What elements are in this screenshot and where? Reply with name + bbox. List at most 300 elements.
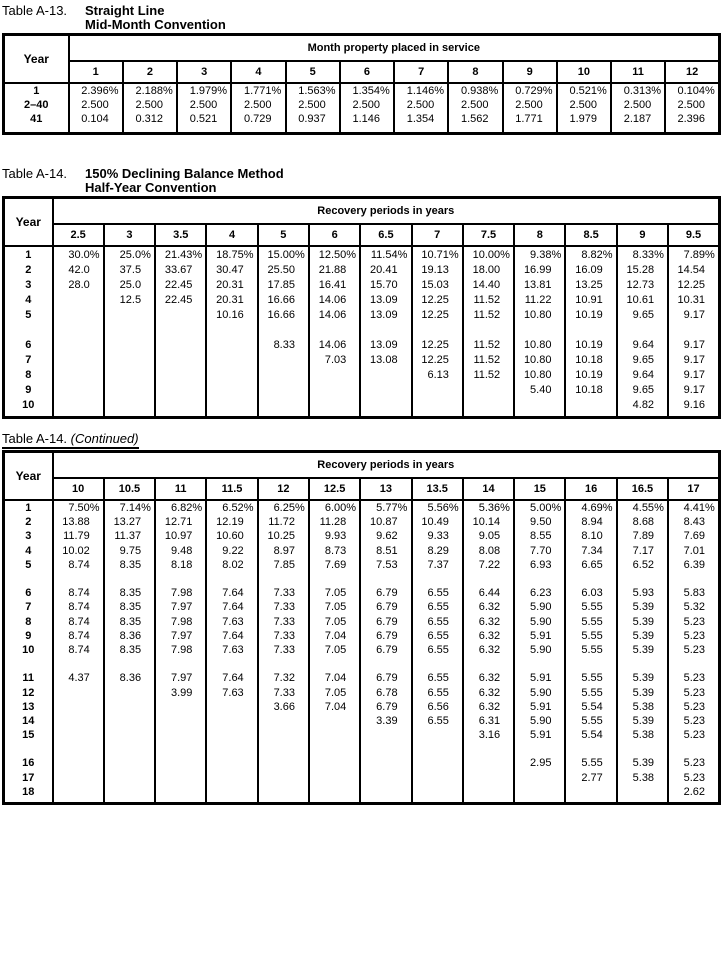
value-number: 5.39: [632, 686, 655, 699]
value-number: 7.98: [170, 643, 193, 656]
column-header: 13.5: [412, 478, 463, 500]
value-number: 5.39: [632, 629, 655, 642]
value-cell: [124, 84, 176, 98]
value-number: 8.51: [376, 544, 398, 557]
value-cell: [207, 558, 256, 572]
value-cell: [310, 771, 359, 785]
span-header: Recovery periods in years: [53, 198, 720, 225]
value-cell: [361, 572, 410, 586]
value-cell: [361, 615, 410, 629]
value-cell: [207, 615, 256, 629]
value-number: 10.49: [421, 516, 449, 529]
value-cell: [156, 292, 205, 307]
percent-sign: %: [397, 248, 408, 261]
value-number: 7.89: [632, 530, 655, 543]
value-cell: [361, 277, 410, 292]
value-cell: [156, 756, 205, 770]
value-number: 6.79: [376, 629, 398, 642]
value-cell: [259, 685, 308, 699]
value-cell: [618, 529, 667, 543]
value-cell: [156, 615, 205, 629]
value-number: 11.28: [319, 516, 347, 529]
value-cell: [310, 382, 359, 397]
column-header: 16.5: [617, 478, 668, 500]
column-header: 15: [514, 478, 565, 500]
value-cell: [105, 544, 154, 558]
value-number: 18.00: [472, 263, 501, 276]
percent-sign: %: [542, 85, 553, 97]
year-column: [4, 246, 53, 418]
value-number: 5.38: [632, 729, 655, 742]
value-cell: [515, 337, 564, 352]
value-number: 5.23: [683, 643, 705, 656]
value-number: 25.0: [119, 278, 142, 291]
data-column: [309, 246, 360, 418]
value-cell: [259, 352, 308, 367]
column-header: 16: [565, 478, 616, 500]
value-cell: [207, 742, 256, 756]
value-cell: [669, 586, 718, 600]
data-column: [53, 500, 104, 804]
value-number: 0.521: [569, 85, 597, 97]
value-cell: [618, 742, 667, 756]
data-column: [231, 83, 285, 134]
value-number: 8.35: [119, 558, 142, 571]
data-column: [123, 83, 177, 134]
value-number: 11.79: [63, 530, 90, 543]
data-column: [412, 246, 463, 418]
value-number: 8.18: [170, 558, 193, 571]
value-cell: [310, 714, 359, 728]
value-cell: [54, 714, 103, 728]
value-cell: [618, 785, 667, 799]
value-cell: [413, 337, 462, 352]
value-number: 8.36: [119, 629, 142, 642]
value-cell: [669, 785, 718, 799]
value-number: 37.5: [119, 263, 142, 276]
value-cell: [618, 382, 667, 397]
value-number: 8.97: [273, 544, 295, 557]
value-number: 6.31: [478, 714, 501, 727]
value-number: 5.23: [683, 686, 705, 699]
value-number: 5.91: [530, 700, 552, 713]
value-cell: [669, 742, 718, 756]
value-number: 30.0: [68, 248, 90, 261]
value-cell: [259, 544, 308, 558]
value-number: 5.55: [581, 629, 603, 642]
value-number: 18.75: [216, 248, 244, 261]
data-column: [514, 246, 565, 418]
value-number: 11.72: [268, 516, 295, 529]
value-cell: [54, 307, 103, 322]
value-number: 6.82: [170, 502, 193, 515]
percent-sign: %: [163, 85, 173, 97]
value-cell: [54, 728, 103, 742]
value-cell: [669, 771, 718, 785]
value-cell: [669, 600, 718, 614]
value-cell: [259, 600, 308, 614]
value-cell: [361, 367, 410, 382]
value-cell: [207, 629, 256, 643]
value-cell: [105, 572, 154, 586]
column-header: 1: [69, 61, 123, 83]
value-cell: [259, 292, 308, 307]
percent-sign: %: [651, 85, 662, 97]
value-cell: [515, 785, 564, 799]
value-cell: [566, 277, 615, 292]
value-number: 12.25: [677, 278, 705, 291]
value-cell: [618, 352, 667, 367]
value-number: 7.98: [170, 615, 193, 628]
value-cell: [361, 771, 410, 785]
column-header: 2.5: [53, 224, 104, 246]
value-cell: [207, 529, 256, 543]
value-number: 7.22: [478, 558, 501, 571]
column-header: 4: [206, 224, 257, 246]
value-cell: [618, 397, 667, 412]
value-number: 6.32: [478, 615, 501, 628]
value-cell: [259, 515, 308, 529]
value-cell: [341, 84, 393, 98]
value-cell: [361, 337, 410, 352]
value-number: 5.39: [632, 757, 655, 770]
value-cell: [413, 367, 462, 382]
value-number: 5.55: [581, 601, 603, 614]
value-cell: [515, 756, 564, 770]
value-cell: [464, 657, 513, 671]
table-a14-title: [2, 167, 284, 198]
value-cell: [259, 558, 308, 572]
value-cell: [54, 629, 103, 643]
value-cell: [310, 529, 359, 543]
value-number: 5.77: [376, 502, 398, 515]
value-number: 9.22: [222, 544, 244, 557]
value-cell: [54, 600, 103, 614]
value-number: 5.32: [683, 601, 705, 614]
value-cell: [612, 84, 664, 98]
percent-sign: %: [89, 502, 100, 515]
value-number: 7.97: [170, 629, 193, 642]
value-cell: [361, 292, 410, 307]
value-number: 2.500: [460, 99, 489, 111]
value-cell: [207, 572, 256, 586]
value-number: 3.39: [376, 714, 398, 727]
value-cell: [618, 586, 667, 600]
value-number: 5.55: [581, 686, 603, 699]
value-number: 8.73: [324, 544, 347, 557]
year-label: 6: [25, 338, 32, 351]
value-number: 13.88: [62, 516, 90, 529]
value-number: 4.37: [68, 672, 90, 685]
data-column: [514, 500, 565, 804]
column-header: 10: [53, 478, 104, 500]
value-number: 1.562: [460, 113, 489, 125]
value-number: 7.98: [170, 587, 193, 600]
value-number: 6.55: [427, 629, 449, 642]
table-a14-grid: [2, 196, 721, 419]
value-cell: [566, 643, 615, 657]
column-header: 10: [557, 61, 611, 83]
value-cell: [259, 307, 308, 322]
data-column: [309, 500, 360, 804]
value-cell: [361, 382, 410, 397]
value-number: 30.47: [216, 263, 244, 276]
table-a13-grid: [2, 33, 721, 135]
value-cell: [105, 247, 154, 262]
value-number: 2.500: [623, 99, 652, 111]
value-cell: [54, 529, 103, 543]
value-number: 5.83: [683, 587, 705, 600]
year-label: 9: [25, 629, 32, 642]
value-cell: [207, 247, 256, 262]
value-number: 11.52: [473, 293, 501, 306]
column-header: 3: [104, 224, 155, 246]
value-number: 6.44: [478, 587, 501, 600]
value-cell: [464, 397, 513, 412]
value-cell: [361, 756, 410, 770]
column-header: 6: [340, 61, 394, 83]
value-cell: [207, 685, 256, 699]
value-cell: [207, 277, 256, 292]
data-column: [53, 246, 104, 418]
value-cell: [207, 714, 256, 728]
value-cell: [413, 501, 462, 515]
value-number: 15.28: [626, 263, 655, 276]
value-cell: [105, 337, 154, 352]
value-cell: [669, 756, 718, 770]
value-cell: [515, 657, 564, 671]
value-number: 12.19: [216, 516, 244, 529]
value-number: 8.36: [119, 672, 142, 685]
value-number: 1.146: [352, 113, 380, 125]
value-cell: [566, 382, 615, 397]
table-a14-label: Table A-14.: [2, 166, 68, 181]
value-cell: [413, 643, 462, 657]
value-cell: [566, 247, 615, 262]
value-cell: [310, 657, 359, 671]
value-cell: [54, 367, 103, 382]
column-header: 3: [177, 61, 231, 83]
value-cell: [464, 615, 513, 629]
percent-sign: %: [346, 248, 357, 261]
value-cell: [287, 84, 339, 98]
value-cell: [105, 352, 154, 367]
value-cell: [54, 337, 103, 352]
value-number: 5.23: [683, 714, 705, 727]
value-cell: [515, 292, 564, 307]
value-cell: [515, 515, 564, 529]
value-number: 9.17: [683, 338, 705, 351]
value-cell: [618, 700, 667, 714]
value-cell: [259, 337, 308, 352]
value-cell: [54, 501, 103, 515]
value-cell: [566, 685, 615, 699]
value-number: 10.91: [575, 293, 603, 306]
value-number: 6.93: [530, 558, 552, 571]
value-number: 10.87: [370, 516, 398, 529]
value-cell: [515, 501, 564, 515]
value-number: 0.729: [515, 85, 543, 97]
value-number: 9.17: [683, 383, 705, 396]
value-cell: [54, 615, 103, 629]
value-cell: [566, 586, 615, 600]
value-cell: [566, 501, 615, 515]
value-cell: [566, 572, 615, 586]
value-cell: [54, 771, 103, 785]
value-cell: [54, 671, 103, 685]
value-cell: [413, 700, 462, 714]
data-column: [286, 83, 340, 134]
value-number: 7.17: [632, 544, 655, 557]
value-number: 20.31: [216, 293, 244, 306]
value-cell: [54, 322, 103, 337]
year-label: 1: [33, 85, 40, 97]
value-cell: [207, 515, 256, 529]
value-cell: [464, 277, 513, 292]
value-number: 7.64: [222, 601, 244, 614]
value-cell: [566, 671, 615, 685]
value-number: 2.500: [569, 99, 597, 111]
column-header: 9.5: [668, 224, 719, 246]
value-number: 1.146: [406, 85, 435, 97]
value-cell: [413, 292, 462, 307]
value-cell: [105, 501, 154, 515]
value-number: 9.65: [632, 353, 655, 366]
value-number: 6.32: [478, 672, 501, 685]
value-cell: [287, 112, 339, 126]
value-cell: [361, 247, 410, 262]
value-cell: [156, 629, 205, 643]
column-header: 9: [503, 61, 557, 83]
value-number: 9.17: [683, 353, 705, 366]
value-cell: [618, 515, 667, 529]
value-number: 12.25: [421, 308, 449, 321]
value-number: 6.78: [376, 686, 398, 699]
value-number: 0.937: [298, 113, 326, 125]
value-number: 5.36: [478, 502, 501, 515]
value-cell: [259, 643, 308, 657]
value-cell: [310, 756, 359, 770]
data-column: [104, 500, 155, 804]
value-number: 9.75: [119, 544, 142, 557]
value-cell: [361, 728, 410, 742]
value-number: 7.70: [530, 544, 552, 557]
value-number: 8.74: [68, 629, 90, 642]
value-number: 7.97: [170, 601, 193, 614]
value-cell: [259, 657, 308, 671]
value-cell: [105, 671, 154, 685]
value-cell: [566, 558, 615, 572]
year-label: 5: [25, 558, 32, 571]
value-cell: [566, 700, 615, 714]
value-cell: [361, 657, 410, 671]
percent-sign: %: [217, 85, 228, 97]
value-number: 0.729: [243, 113, 272, 125]
value-cell: [310, 322, 359, 337]
value-number: 5.40: [530, 383, 552, 396]
value-number: 8.74: [68, 601, 90, 614]
data-column: [394, 83, 448, 134]
column-header: 13: [360, 478, 411, 500]
year-label: 8: [25, 615, 32, 628]
value-number: 6.79: [376, 700, 398, 713]
value-cell: [54, 700, 103, 714]
value-cell: [618, 292, 667, 307]
value-cell: [413, 262, 462, 277]
value-cell: [618, 615, 667, 629]
value-cell: [156, 247, 205, 262]
data-column: [258, 500, 309, 804]
value-cell: [156, 277, 205, 292]
value-cell: [669, 544, 718, 558]
value-cell: [515, 544, 564, 558]
value-number: 7.33: [273, 686, 295, 699]
column-header: 9: [617, 224, 668, 246]
value-cell: [413, 515, 462, 529]
value-number: 6.52: [632, 558, 655, 571]
value-cell: [413, 600, 462, 614]
value-number: 8.43: [683, 516, 705, 529]
value-cell: [156, 728, 205, 742]
percent-sign: %: [141, 248, 151, 261]
percent-sign: %: [434, 85, 445, 97]
year-label: 2–40: [24, 99, 49, 111]
value-number: 7.64: [222, 629, 244, 642]
value-cell: [361, 785, 410, 799]
value-cell: [666, 98, 718, 112]
value-cell: [618, 728, 667, 742]
value-cell: [669, 629, 718, 643]
value-cell: [666, 84, 718, 98]
percent-sign: %: [243, 502, 254, 515]
value-number: 6.39: [683, 558, 705, 571]
value-number: 0.313: [623, 85, 652, 97]
value-number: 3.66: [273, 700, 295, 713]
value-cell: [156, 771, 205, 785]
value-number: 9.33: [427, 530, 449, 543]
value-cell: [156, 529, 205, 543]
value-cell: [515, 277, 564, 292]
value-cell: [341, 98, 393, 112]
data-column: [155, 500, 206, 804]
table-a14-title-line2: Half-Year Convention: [85, 181, 216, 198]
value-cell: [156, 671, 205, 685]
value-cell: [105, 277, 154, 292]
value-number: 22.45: [164, 293, 193, 306]
value-cell: [310, 685, 359, 699]
value-cell: [156, 262, 205, 277]
value-cell: [361, 322, 410, 337]
value-cell: [566, 529, 615, 543]
value-number: 5.90: [530, 601, 552, 614]
column-header: 12: [258, 478, 309, 500]
value-number: 42.0: [68, 263, 90, 276]
value-cell: [515, 643, 564, 657]
value-cell: [310, 397, 359, 412]
value-number: 5.54: [581, 700, 603, 713]
value-number: 13.27: [113, 516, 142, 529]
value-cell: [515, 742, 564, 756]
table-a13-label: Table A-13.: [2, 3, 68, 18]
value-cell: [259, 382, 308, 397]
value-number: 5.23: [683, 672, 705, 685]
value-cell: [464, 322, 513, 337]
value-number: 13.81: [523, 278, 552, 291]
value-number: 10.71: [421, 248, 449, 261]
value-cell: [464, 643, 513, 657]
value-number: 7.32: [273, 672, 295, 685]
table-a14-continued-grid: [2, 450, 721, 805]
